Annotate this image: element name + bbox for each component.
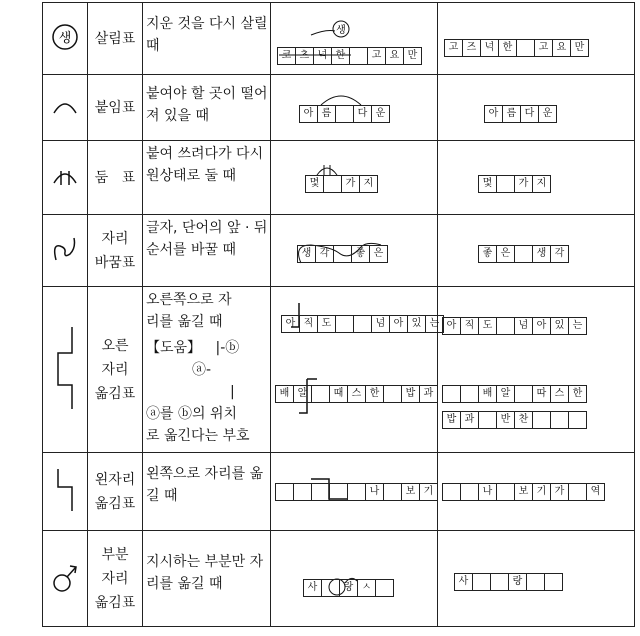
- grid-char-cell: [312, 484, 330, 500]
- grid-char-cell: [334, 246, 352, 262]
- grid-char-cell: [376, 580, 394, 596]
- table-row: [43, 75, 635, 141]
- grid-char-cell: [443, 386, 461, 402]
- grid-char-cell: [461, 386, 479, 402]
- grid-char-cell: [443, 484, 461, 500]
- mark-name-part: 옮김표: [94, 594, 136, 611]
- mark-usage: [143, 287, 271, 453]
- grid-char-cell: 가: [551, 484, 569, 500]
- grid-char-cell: [294, 484, 312, 500]
- example-cell: [271, 531, 438, 627]
- grid-char-cell: 아: [282, 316, 300, 332]
- table-row: [43, 3, 635, 75]
- grid-char-cell: 넉: [314, 48, 332, 64]
- grid-char-cell: 과: [461, 412, 479, 428]
- grid-char-cell: 반: [497, 412, 515, 428]
- move-right-mark-icon: [48, 323, 82, 413]
- grid-char-cell: [354, 316, 372, 332]
- grid-char-cell: 고: [368, 48, 386, 64]
- grid-char-cell: [324, 176, 342, 192]
- help-text: ⓐ를 ⓑ의 위치: [146, 406, 237, 422]
- mark-usage: 지시하는 부분만 자리를 옮길 때: [143, 531, 271, 627]
- result-cell: [438, 531, 635, 627]
- grid-char-cell: 만: [571, 40, 589, 56]
- grid-char-cell: 밥: [443, 412, 461, 428]
- help-marker-b: |-ⓑ: [215, 340, 240, 356]
- result-grid: [442, 317, 587, 335]
- example-grid: [281, 315, 444, 333]
- grid-char-cell: [497, 176, 515, 192]
- grid-char-cell: [545, 574, 563, 590]
- grid-char-cell: 있: [408, 316, 426, 332]
- grid-char-cell: 넘: [372, 316, 390, 332]
- symbol-cell: [43, 215, 88, 287]
- grid-char-cell: 따: [533, 386, 551, 402]
- example-cell: [271, 75, 438, 141]
- grid-char-cell: 스: [348, 386, 366, 402]
- grid-char-cell: 좋: [479, 246, 497, 262]
- grid-char-cell: 역: [587, 484, 605, 500]
- grid-char-cell: 아: [485, 106, 503, 122]
- grid-char-cell: [276, 484, 294, 500]
- grid-char-cell: ㅅ: [358, 580, 376, 596]
- dum-mark-icon: [48, 161, 82, 191]
- symbol-cell: [43, 287, 88, 453]
- table-row: [43, 215, 635, 287]
- help-bar: |: [230, 384, 235, 400]
- grid-char-cell: [336, 316, 354, 332]
- grid-char-cell: 아: [443, 318, 461, 334]
- grid-char-cell: 생: [533, 246, 551, 262]
- symbol-cell: [43, 141, 88, 215]
- grid-char-cell: 보: [402, 484, 420, 500]
- mark-name-part: 부분: [101, 546, 129, 563]
- example-grid: [299, 105, 390, 123]
- grid-char-cell: 지: [533, 176, 551, 192]
- grid-char-cell: [473, 574, 491, 590]
- grid-char-cell: 사: [455, 574, 473, 590]
- grid-char-cell: [569, 484, 587, 500]
- mark-usage: 붙여야 할 곳이 떨어져 있을 때: [143, 75, 271, 141]
- example-cell: [271, 3, 438, 75]
- grid-char-cell: 보: [515, 484, 533, 500]
- usage-line: 리를 옮길 때: [146, 314, 223, 330]
- grid-char-cell: 알: [294, 386, 312, 402]
- grid-char-cell: 직: [300, 316, 318, 332]
- help-title: 【도움】: [146, 340, 202, 356]
- grid-char-cell: 몇: [479, 176, 497, 192]
- mark-usage: 붙여 쓰려다가 다시 원상태로 둘 때: [143, 141, 271, 215]
- mark-name-part: 둠: [94, 169, 109, 186]
- grid-char-cell: 한: [332, 48, 350, 64]
- grid-char-cell: [517, 40, 535, 56]
- grid-char-cell: [348, 484, 366, 500]
- mark-usage: 글자, 단어의 앞 · 뒤 순서를 바꿀 때: [143, 215, 271, 287]
- grid-char-cell: 지: [360, 176, 378, 192]
- table-row: [43, 531, 635, 627]
- grid-char-cell: 넘: [515, 318, 533, 334]
- result-grid: [478, 175, 551, 193]
- grid-char-cell: 알: [497, 386, 515, 402]
- grid-char-cell: 름: [503, 106, 521, 122]
- grid-char-cell: [569, 412, 587, 428]
- grid-char-cell: [515, 386, 533, 402]
- help-marker-a: ⓐ-: [192, 362, 212, 378]
- grid-char-cell: 요: [386, 48, 404, 64]
- mark-name-part: 바꿈표: [94, 254, 136, 271]
- grid-char-cell: 한: [499, 40, 517, 56]
- result-cell: [438, 141, 635, 215]
- table-row: [43, 141, 635, 215]
- mark-usage: 지운 것을 다시 살릴 때: [143, 3, 271, 75]
- mark-usage: 왼쪽으로 자리를 옮길 때: [143, 453, 271, 531]
- mark-name: [88, 215, 143, 287]
- result-grid: [444, 39, 589, 57]
- partial-move-mark-icon: [48, 557, 82, 597]
- grid-char-cell: 고: [535, 40, 553, 56]
- mark-name: [88, 453, 143, 531]
- mark-name: [88, 287, 143, 453]
- grid-char-cell: 사: [304, 580, 322, 596]
- grid-char-cell: 는: [569, 318, 587, 334]
- grid-char-cell: 다: [521, 106, 539, 122]
- grid-char-cell: 나: [366, 484, 384, 500]
- grid-char-cell: 과: [420, 386, 438, 402]
- move-right-mark-example: [271, 287, 437, 453]
- grid-char-cell: 즈: [463, 40, 481, 56]
- grid-char-cell: 가: [515, 176, 533, 192]
- grid-char-cell: 랑: [340, 580, 358, 596]
- symbol-cell: [43, 453, 88, 531]
- grid-char-cell: [527, 574, 545, 590]
- grid-char-cell: 스: [551, 386, 569, 402]
- salim-mark-sample: 생: [336, 25, 346, 36]
- grid-char-cell: [497, 484, 515, 500]
- grid-char-cell: 운: [372, 106, 390, 122]
- grid-char-cell: 기: [420, 484, 438, 500]
- grid-char-cell: [384, 484, 402, 500]
- example-cell: [271, 141, 438, 215]
- grid-char-cell: 있: [551, 318, 569, 334]
- grid-char-cell: [312, 386, 330, 402]
- usage-line: 오른쪽으로 자: [146, 292, 232, 308]
- mark-name: 살림표: [88, 3, 143, 75]
- mark-name-part: 옮김표: [94, 385, 136, 402]
- mark-name-part: 자리: [101, 361, 129, 378]
- symbol-cell: [43, 531, 88, 627]
- grid-char-cell: [336, 106, 354, 122]
- swap-mark-icon: [48, 232, 82, 266]
- salim-mark-icon: [48, 20, 82, 54]
- grid-char-cell: [491, 574, 509, 590]
- grid-char-cell: 다: [354, 106, 372, 122]
- grid-char-cell: 찬: [515, 412, 533, 428]
- grid-char-cell: 가: [342, 176, 360, 192]
- result-cell: [438, 453, 635, 531]
- grid-char-cell: [322, 580, 340, 596]
- result-grid: [442, 411, 587, 429]
- grid-char-cell: [384, 386, 402, 402]
- grid-char-cell: [350, 48, 368, 64]
- grid-char-cell: 만: [404, 48, 422, 64]
- grid-char-cell: [497, 318, 515, 334]
- mark-name-part: 오른: [101, 337, 129, 354]
- grid-char-cell: 코: [278, 48, 296, 64]
- result-cell: [438, 215, 635, 287]
- grid-char-cell: [461, 484, 479, 500]
- example-cell: [271, 453, 438, 531]
- grid-char-cell: [551, 412, 569, 428]
- grid-char-cell: 좋: [352, 246, 370, 262]
- grid-char-cell: 름: [318, 106, 336, 122]
- table-row: [43, 287, 635, 453]
- result-cell: [438, 75, 635, 141]
- grid-char-cell: 밥: [402, 386, 420, 402]
- grid-char-cell: 한: [366, 386, 384, 402]
- result-cell: [438, 287, 635, 453]
- result-grid: [454, 573, 563, 591]
- result-grid: [478, 245, 569, 263]
- table-row: [43, 453, 635, 531]
- grid-char-cell: 아: [300, 106, 318, 122]
- example-grid: [297, 245, 388, 263]
- grid-char-cell: [330, 484, 348, 500]
- grid-char-cell: [479, 412, 497, 428]
- grid-char-cell: 아: [390, 316, 408, 332]
- result-cell: [438, 3, 635, 75]
- example-grid: [275, 483, 438, 501]
- grid-char-cell: 각: [551, 246, 569, 262]
- grid-char-cell: 은: [370, 246, 388, 262]
- result-grid: [484, 105, 557, 123]
- grid-char-cell: 한: [569, 386, 587, 402]
- butim-mark-icon: [48, 91, 82, 121]
- grid-char-cell: 은: [497, 246, 515, 262]
- example-grid: [305, 175, 378, 193]
- grid-char-cell: [533, 412, 551, 428]
- mark-name: 붙임표: [88, 75, 143, 141]
- grid-char-cell: 배: [479, 386, 497, 402]
- result-grid: [442, 483, 605, 501]
- mark-name-part: 표: [121, 169, 136, 186]
- grid-char-cell: 츠: [296, 48, 314, 64]
- grid-char-cell: 기: [533, 484, 551, 500]
- mark-name-part: 자리: [101, 230, 129, 247]
- grid-char-cell: 때: [330, 386, 348, 402]
- help-line: [146, 337, 270, 359]
- example-grid: [275, 385, 438, 403]
- mark-name-part: 왼자리: [94, 471, 136, 488]
- grid-char-cell: 배: [276, 386, 294, 402]
- symbol-cell: [43, 3, 88, 75]
- grid-char-cell: 나: [479, 484, 497, 500]
- mark-name: [88, 141, 143, 215]
- grid-char-cell: 운: [539, 106, 557, 122]
- example-grid: [277, 47, 422, 65]
- grid-char-cell: 랑: [509, 574, 527, 590]
- mark-name: [88, 531, 143, 627]
- grid-char-cell: 고: [445, 40, 463, 56]
- grid-char-cell: 넉: [481, 40, 499, 56]
- proofreading-marks-table: [42, 2, 635, 627]
- result-grid: [442, 385, 587, 403]
- mark-name-part: 자리: [101, 570, 129, 587]
- grid-char-cell: 아: [533, 318, 551, 334]
- grid-char-cell: 도: [318, 316, 336, 332]
- grid-char-cell: 각: [316, 246, 334, 262]
- help-text: 로 옮긴다는 부호: [146, 428, 250, 444]
- symbol-cell: [43, 75, 88, 141]
- grid-char-cell: 몇: [306, 176, 324, 192]
- grid-char-cell: 요: [553, 40, 571, 56]
- grid-char-cell: [515, 246, 533, 262]
- salim-mark-glyph: 생: [58, 30, 72, 46]
- example-grid: [303, 579, 394, 597]
- example-cell: [271, 215, 438, 287]
- mark-name-part: 옮김표: [94, 495, 136, 512]
- grid-char-cell: 는: [426, 316, 444, 332]
- grid-char-cell: 도: [479, 318, 497, 334]
- grid-char-cell: 생: [298, 246, 316, 262]
- example-cell: [271, 287, 438, 453]
- move-left-mark-icon: [48, 465, 82, 515]
- grid-char-cell: 직: [461, 318, 479, 334]
